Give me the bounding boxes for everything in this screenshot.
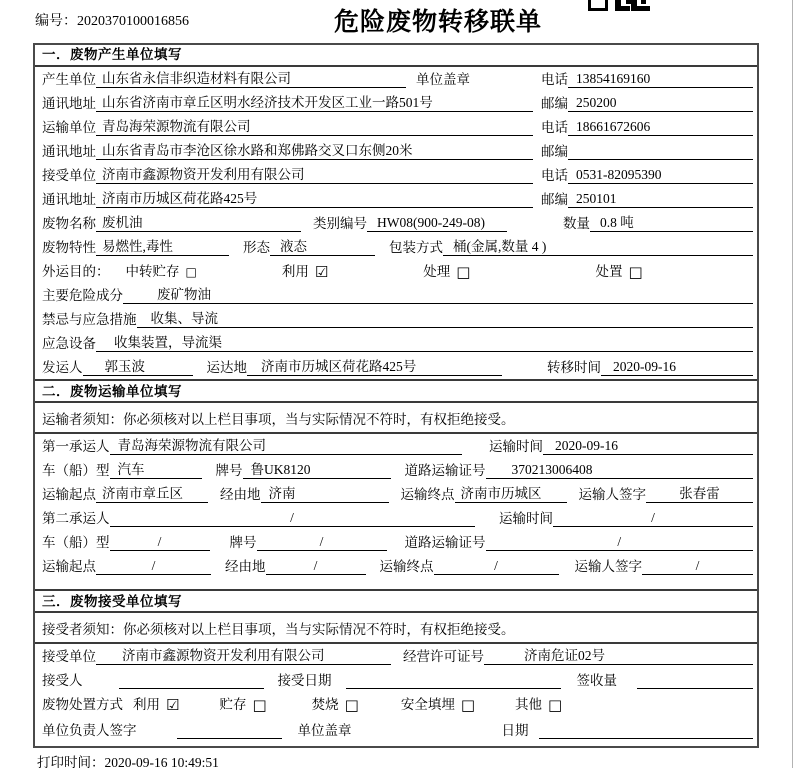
waste-category-value: HW08(900-249-08) <box>367 215 507 232</box>
row-vehicle2 <box>35 530 757 554</box>
receiving-unit-label: 接受单位 <box>42 649 96 664</box>
waste-traits-label: 废物特性 <box>42 240 96 255</box>
vehicle-type1-label: 车（船）型 <box>42 463 110 478</box>
transport-zip-label: 邮编 <box>541 144 568 159</box>
disposal-store-label: 贮存 <box>219 697 247 712</box>
print-time-label: 打印时间： <box>37 755 105 768</box>
second-carrier-label: 第二承运人 <box>42 511 110 526</box>
waste-name-label: 废物名称 <box>42 216 96 231</box>
second-carrier-value: / <box>110 510 475 527</box>
producer-zip-label: 邮编 <box>541 96 568 111</box>
emergency-measures-label: 禁忌与应急措施 <box>42 312 137 327</box>
disposal-incinerate-label: 焚烧 <box>311 697 339 712</box>
transport-time1-label: 运输时间 <box>489 439 543 454</box>
road-permit1-value: 370213006408 <box>486 462 754 479</box>
route-via1-value: 济南 <box>261 482 389 503</box>
producer-phone-value: 13854169160 <box>568 71 753 88</box>
checkbox-landfill: □ <box>460 696 476 714</box>
row-route2 <box>35 554 757 578</box>
license-label: 经营许可证号 <box>403 649 484 664</box>
row-first-carrier <box>35 434 757 458</box>
producer-unit-label: 产生单位 <box>42 72 96 87</box>
destination-label: 运达地 <box>206 360 247 375</box>
transport-phone-value: 18661672606 <box>568 119 753 136</box>
carrier-sign2-value: / <box>642 558 753 575</box>
disposal-landfill-label: 安全填埋 <box>400 697 455 712</box>
plate1-label: 牌号 <box>215 463 243 478</box>
checkbox-dispose: □ <box>628 263 643 281</box>
purpose-transit-storage-label: 中转贮存 <box>125 264 180 279</box>
road-permit2-label: 道路运输证号 <box>404 535 486 550</box>
checkbox-disposal-use: ☑ <box>166 696 180 714</box>
row-receive-unit <box>35 163 757 187</box>
transport-time1-value: 2020-09-16 <box>543 438 753 455</box>
packaging-label: 包装方式 <box>389 240 443 255</box>
transporter-notice <box>35 403 757 434</box>
page-edge-line <box>792 0 793 768</box>
row-transport-unit <box>35 115 757 139</box>
checkbox-incinerate: □ <box>344 696 359 714</box>
sign-date-label: 日期 <box>501 723 529 738</box>
route-end2-value: / <box>434 558 559 575</box>
receiver-notice-text: 接受者须知：你必须核对以上栏目事项，当与实际情况不符时，有权拒绝接受。 <box>42 621 515 637</box>
row-main-hazard <box>35 283 757 307</box>
unit-seal2-label: 单位盖章 <box>297 723 352 738</box>
row-acceptance <box>35 668 757 692</box>
route-via2-value: / <box>266 558 366 575</box>
receive-unit-label: 接受单位 <box>42 168 96 183</box>
row-dispatch <box>35 355 757 379</box>
receiving-unit-value: 济南市鑫源物资开发利用有限公司 <box>96 644 391 665</box>
disposal-use-label: 利用 <box>133 697 160 712</box>
waste-quantity-label: 数量 <box>563 216 590 231</box>
route-via2-label: 经由地 <box>225 559 266 574</box>
page-title: 危险废物转移联单 <box>333 9 542 36</box>
checkbox-transit-storage: □ <box>185 265 197 279</box>
row-disposal-method <box>35 692 757 716</box>
waste-category-label: 类别编号 <box>313 216 367 231</box>
receive-zip-label: 邮编 <box>541 192 568 207</box>
row-second-carrier <box>35 506 757 530</box>
received-amount-label: 签收量 <box>576 673 617 688</box>
plate1-value: 鲁UK8120 <box>243 458 391 479</box>
print-time <box>37 751 219 768</box>
license-value: 济南危证02号 <box>484 644 753 665</box>
row-emergency-measures <box>35 307 757 331</box>
emergency-equipment-value: 收集装置，导流渠 <box>96 331 753 352</box>
waste-traits-value: 易燃性,毒性 <box>96 235 229 256</box>
carrier-sign1-label: 运输人签字 <box>578 487 646 502</box>
row-producer-unit <box>35 67 757 91</box>
emergency-equipment-label: 应急设备 <box>42 336 96 351</box>
receive-zip-value: 250101 <box>568 191 753 208</box>
transport-phone-label: 电话 <box>541 120 568 135</box>
receive-address-value: 济南市历城区荷花路425号 <box>96 187 533 208</box>
transfer-time-label: 转移时间 <box>547 360 601 375</box>
disposal-method-label: 废物处置方式 <box>42 697 123 712</box>
sign-date-value <box>539 722 754 739</box>
destination-value: 济南市历城区荷花路425号 <box>247 355 502 376</box>
manifest-form <box>33 43 759 748</box>
producer-unit-value: 山东省永信非织造材料有限公司 <box>96 67 406 88</box>
row-waste-traits <box>35 235 757 259</box>
checkbox-use: ☑ <box>314 263 329 281</box>
acceptor-label: 接受人 <box>42 673 83 688</box>
serial-label: 编号： <box>35 14 77 29</box>
received-amount-value <box>637 672 753 689</box>
qr-code-fragment-icon <box>588 0 650 11</box>
serial-number: 2020370100016856 <box>77 14 189 29</box>
transport-unit-label: 运输单位 <box>42 120 96 135</box>
vehicle-type2-value: / <box>110 534 210 551</box>
transport-unit-value: 青岛海荣源物流有限公司 <box>96 115 533 136</box>
row-receiving-unit <box>35 644 757 668</box>
accept-date-label: 接受日期 <box>277 673 332 688</box>
row-receive-address <box>35 187 757 211</box>
waste-name-value: 废机油 <box>96 211 301 232</box>
producer-address-value: 山东省济南市章丘区明水经济技术开发区工业一路501号 <box>96 91 533 112</box>
vehicle-type2-label: 车（船）型 <box>42 535 110 550</box>
checkbox-treat: □ <box>456 263 471 281</box>
producer-phone-label: 电话 <box>541 72 568 87</box>
transfer-purpose-label: 外运目的： <box>42 264 110 279</box>
checkbox-store: □ <box>252 696 267 714</box>
acceptor-value <box>119 672 264 689</box>
section3-header: 三．废物接受单位填写 <box>35 589 757 613</box>
route-start2-label: 运输起点 <box>42 559 96 574</box>
accept-date-value <box>346 672 561 689</box>
plate2-value: / <box>257 534 387 551</box>
route-end2-label: 运输终点 <box>379 559 434 574</box>
producer-address-label: 通讯地址 <box>42 96 96 111</box>
transfer-time-value: 2020-09-16 <box>601 359 753 376</box>
road-permit2-value: / <box>486 534 754 551</box>
row-waste-name <box>35 211 757 235</box>
first-carrier-value: 青岛海荣源物流有限公司 <box>110 434 462 455</box>
receiver-notice <box>35 613 757 644</box>
checkbox-other: □ <box>548 696 563 714</box>
transport-zip-value <box>568 143 753 160</box>
row-emergency-equipment <box>35 331 757 355</box>
emergency-measures-value: 收集、导流 <box>137 307 754 328</box>
waste-form-label: 形态 <box>243 240 270 255</box>
route-start2-value: / <box>96 558 211 575</box>
main-hazard-value: 废矿物油 <box>123 283 753 304</box>
carrier-sign1-value: 张春雷 <box>646 482 753 503</box>
row-route1 <box>35 482 757 506</box>
first-carrier-label: 第一承运人 <box>42 439 110 454</box>
carrier-sign2-label: 运输人签字 <box>574 559 642 574</box>
transporter-notice-text: 运输者须知：你必须核对以上栏目事项，当与实际情况不符时，有权拒绝接受。 <box>42 411 515 427</box>
responsible-sign-label: 单位负责人签字 <box>42 723 137 738</box>
responsible-sign-value <box>177 722 282 739</box>
unit-seal-label: 单位盖章 <box>416 72 470 87</box>
plate2-label: 牌号 <box>229 535 257 550</box>
receive-unit-value: 济南市鑫源物资开发利用有限公司 <box>96 163 533 184</box>
waste-quantity-value: 0.8 吨 <box>590 211 753 232</box>
transport-time2-label: 运输时间 <box>499 511 553 526</box>
section2-header: 二．废物运输单位填写 <box>35 379 757 403</box>
receive-phone-value: 0531-82095390 <box>568 167 753 184</box>
route-via1-label: 经由地 <box>220 487 261 502</box>
receive-phone-label: 电话 <box>541 168 568 183</box>
transport-address-label: 通讯地址 <box>42 144 96 159</box>
waste-form-value: 液态 <box>270 235 375 256</box>
purpose-dispose-label: 处置 <box>595 264 623 279</box>
purpose-use-label: 利用 <box>281 264 309 279</box>
transport-time2-value: / <box>553 510 753 527</box>
transport-address-value: 山东省青岛市李沧区徐水路和郑佛路交叉口东侧20米 <box>96 139 533 160</box>
receive-address-label: 通讯地址 <box>42 192 96 207</box>
row-producer-address <box>35 91 757 115</box>
route-start1-label: 运输起点 <box>42 487 96 502</box>
section2-bottom-spacer <box>35 578 757 589</box>
road-permit1-label: 道路运输证号 <box>404 463 486 478</box>
route-start1-value: 济南市章丘区 <box>96 482 208 503</box>
dispatcher-label: 发运人 <box>42 360 83 375</box>
row-transport-address <box>35 139 757 163</box>
purpose-treat-label: 处理 <box>423 264 451 279</box>
main-hazard-label: 主要危险成分 <box>42 288 123 303</box>
producer-zip-value: 250200 <box>568 95 753 112</box>
dispatcher-value: 郭玉波 <box>83 355 193 376</box>
row-transfer-purpose <box>35 259 757 283</box>
route-end1-value: 济南市历城区 <box>455 482 567 503</box>
packaging-value: 桶(金属,数量 4 ) <box>443 235 753 256</box>
route-end1-label: 运输终点 <box>400 487 455 502</box>
row-responsible-signature <box>35 716 757 742</box>
section1-header: 一．废物产生单位填写 <box>35 45 757 67</box>
row-vehicle1 <box>35 458 757 482</box>
vehicle-type1-value: 汽车 <box>110 458 202 479</box>
print-time-value: 2020-09-16 10:49:51 <box>104 755 219 768</box>
disposal-other-label: 其他 <box>515 697 543 712</box>
